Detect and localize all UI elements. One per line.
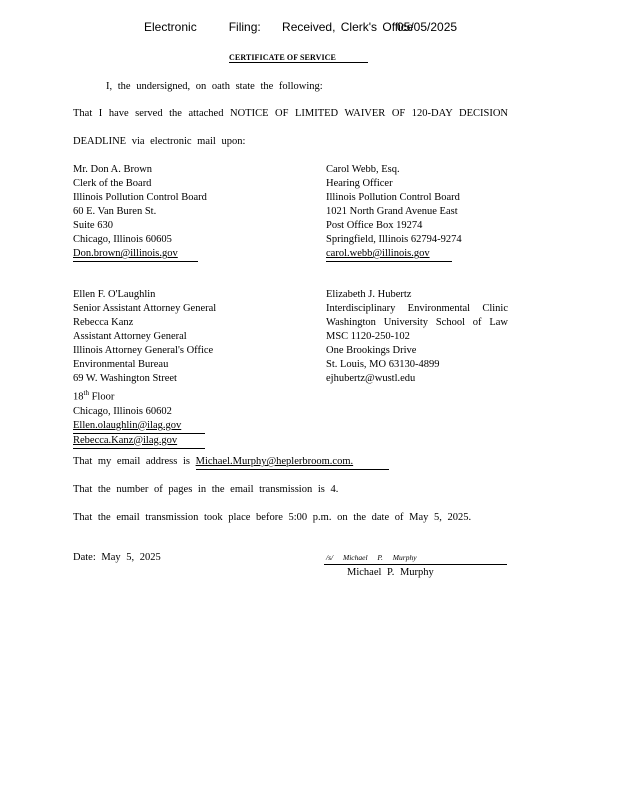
address-line: 1021 North Grand Avenue East [326, 206, 458, 217]
address-line: Senior Assistant Attorney General [73, 303, 217, 314]
address-line: Interdisciplinary Environmental Clinic [326, 303, 508, 314]
address-line: Ellen F. O'Laughlin [73, 289, 156, 300]
address-line: Illinois Pollution Control Board [326, 192, 460, 203]
recipient-email-link[interactable]: carol.webb@illinois.gov [326, 247, 452, 262]
recipient-email-link[interactable]: Ellen.olaughlin@ilag.gov [73, 419, 205, 434]
address-line: Springfield, Illinois 62794-9274 [326, 234, 462, 245]
signature-line [324, 564, 507, 565]
signature-date: Date: May 5, 2025 [73, 552, 161, 563]
address-line: St. Louis, MO 63130-4899 [326, 359, 440, 370]
address-line: MSC 1120-250-102 [326, 331, 410, 342]
filing-stamp-date: 05/05/2025 [397, 20, 458, 34]
address-line: Chicago, Illinois 60602 [73, 405, 172, 417]
address-line: Elizabeth J. Hubertz [326, 289, 412, 300]
sender-email-link[interactable]: Michael.Murphy@heplerbroom.com. [196, 455, 390, 470]
filing-stamp [144, 20, 458, 34]
address-line: Post Office Box 19274 [326, 220, 423, 231]
filing-stamp-text: Electronic Filing: Received, Clerk's Office [144, 20, 414, 34]
electronic-signature: /s/ Michael P. Murphy [326, 553, 417, 562]
time-statement: That the email transmission took place before 5:00 p.m. on the date of May 5, 2025. [73, 512, 472, 523]
address-line: One Brookings Drive [326, 345, 417, 356]
address-line: Mr. Don A. Brown [73, 164, 153, 175]
email-statement-label: That my email address is [73, 456, 196, 467]
recipient-webb [326, 163, 462, 262]
address-line: Environmental Bureau [73, 359, 169, 370]
recipient-hubertz [326, 288, 508, 386]
address-line: Illinois Pollution Control Board [73, 192, 207, 203]
recipient-email-link[interactable]: Rebecca.Kanz@ilag.gov [73, 434, 205, 449]
certificate-title: CERTIFICATE OF SERVICE [229, 53, 368, 63]
address-line: Hearing Officer [326, 178, 393, 189]
floor-number: 18 [73, 391, 84, 403]
recipient-brown [73, 163, 207, 262]
address-line: Illinois Attorney General's Office [73, 345, 214, 356]
address-line: Clerk of the Board [73, 178, 152, 189]
served-statement-line1: That I have served the attached NOTICE OF LIMITED WAIVER OF 120-DAY DECISION [73, 108, 508, 119]
served-statement-line2: DEADLINE via electronic mail upon: [73, 136, 246, 147]
recipient-email-link[interactable]: Don.brown@illinois.gov [73, 247, 198, 262]
pages-statement: That the number of pages in the email transmission is 4. [73, 484, 339, 495]
floor-suffix: th [83, 389, 89, 397]
address-line: Assistant Attorney General [73, 331, 187, 342]
address-line-floor [73, 386, 216, 405]
address-line: Carol Webb, Esq. [326, 164, 400, 175]
address-line: 60 E. Van Buren St. [73, 206, 157, 217]
address-line: Chicago, Illinois 60605 [73, 234, 172, 245]
intro-statement: I, the undersigned, on oath state the following: [106, 81, 323, 92]
signer-name: Michael P. Murphy [347, 567, 434, 578]
address-line: Rebecca Kanz [73, 317, 134, 328]
recipient-email: ejhubertz@wustl.edu [326, 373, 416, 384]
address-line: Washington University School of Law [326, 317, 508, 328]
floor-label: Floor [88, 391, 115, 403]
recipient-olaughlin [73, 288, 216, 449]
email-statement [73, 455, 389, 470]
address-line: 69 W. Washington Street [73, 373, 177, 384]
address-line: Suite 630 [73, 220, 113, 231]
